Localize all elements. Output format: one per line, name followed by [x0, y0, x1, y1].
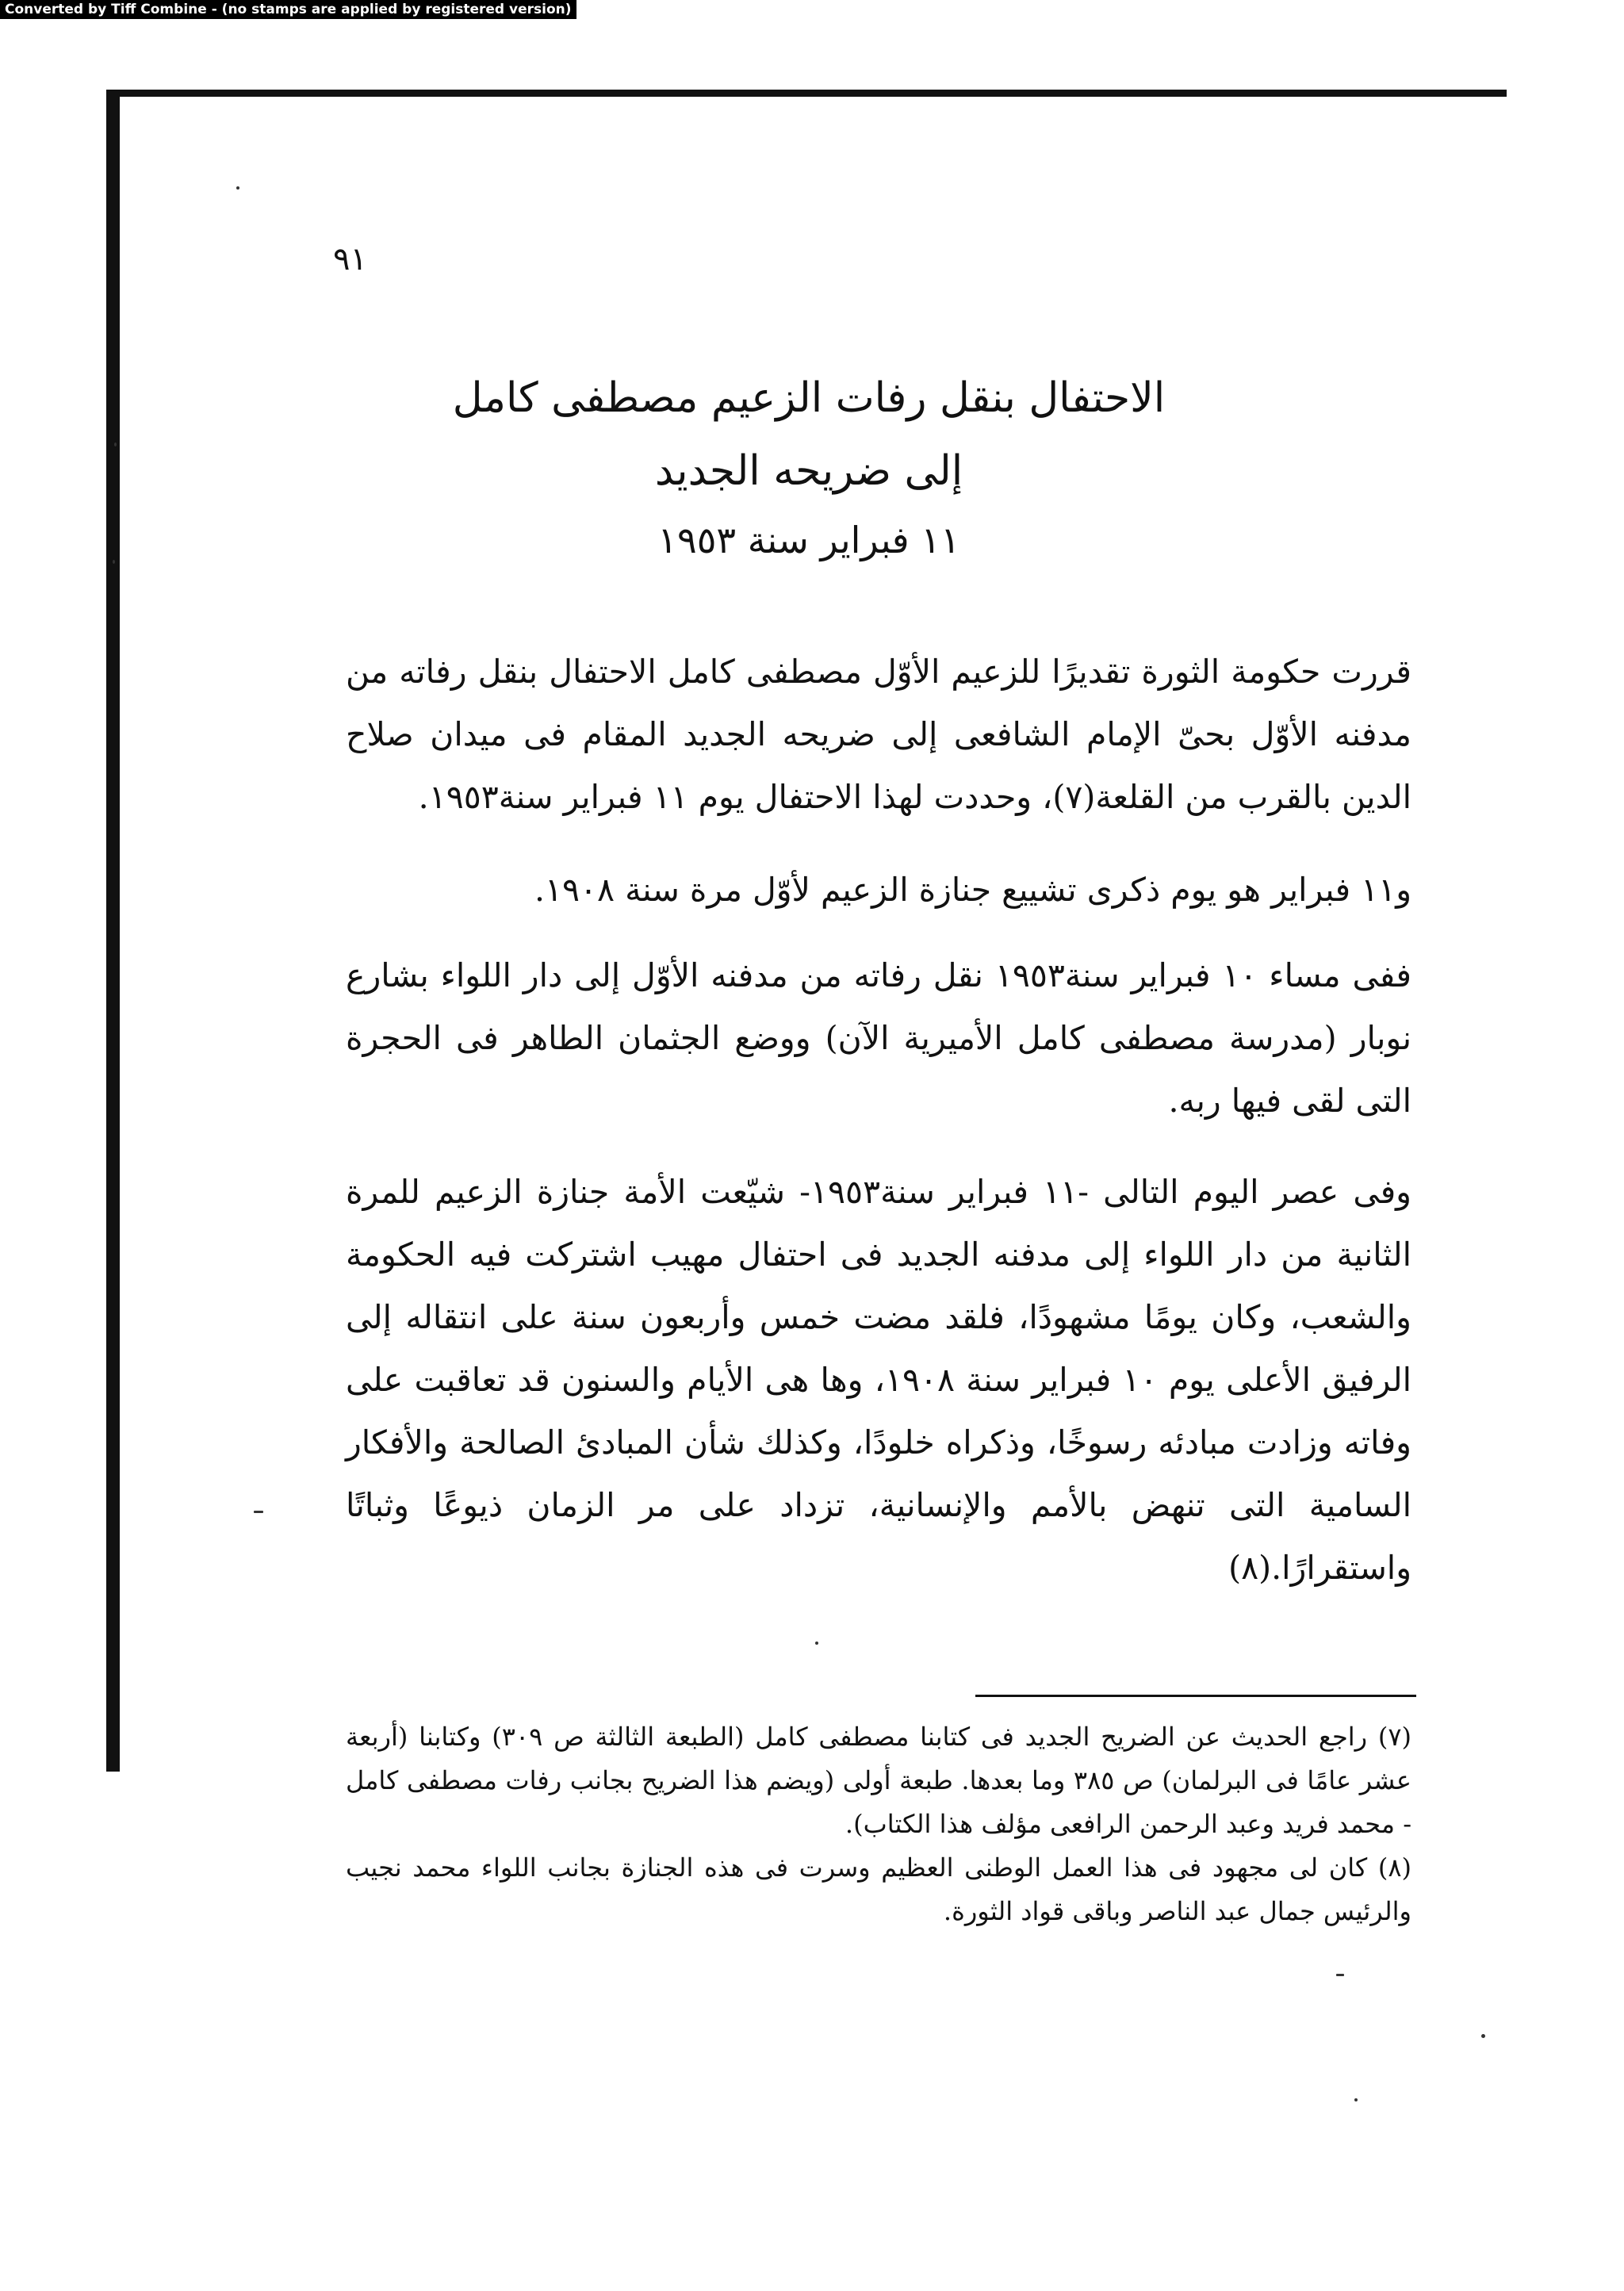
chapter-date: ١١ فبراير سنة ١٩٥٣ [657, 519, 960, 561]
footnotes [346, 1715, 1411, 1933]
chapter-subtitle: إلى ضريحه الجديد [654, 447, 963, 495]
converter-watermark: Converted by Tiff Combine - (no stamps are applied by registered version) [0, 0, 576, 19]
paragraph-4: وفى عصر اليوم التالى -١١ فبراير سنة١٩٥٣- شيّعت الأمة جنازة الزعيم للمرة الثانية من دار اللواء إلى مدفنه الجديد فى احتفال مهيب اشتركت فيه الحكومة والشعب، وكان يومًا مشهودًا، فلقد مضت خمس وأربعون سنة على انتقاله إلى الرفيق الأعلى يوم ١٠ فبراير سنة ١٩٠٨، وها هى الأيام والسنون قد تعاقبت على وفاته وزادت مبادئه رسوخًا، وذكراه خلودًا، وكذلك شأن المبادئ الصالحة والأفكار السامية التى تنهض بالأمم والإنسانية، تزداد على مر الزمان ذيوعًا وثباتًا واستقرارًا.(٨) [346, 1173, 1411, 1587]
scan-speck [114, 442, 117, 446]
scan-speck [1354, 2098, 1358, 2101]
scan-speck [236, 186, 239, 190]
footnote-separator [975, 1695, 1416, 1697]
scan-speck [113, 560, 115, 564]
top-rule [108, 90, 1507, 97]
paragraph-3: ففى مساء ١٠ فبراير سنة١٩٥٣ نقل رفاته من مدفنه الأوّل إلى دار اللواء بشارع نوبار (مدرسة مصطفى كامل الأميرية الآن) ووضع الجثمان الطاهر فى الحجرة التى لقى فيها ربه. [346, 956, 1411, 1120]
chapter-title: الاحتفال بنقل رفات الزعيم مصطفى كامل [452, 374, 1166, 422]
paragraph-2: و١١ فبراير هو يوم ذكرى تشييع جنازة الزعيم لأوّل مرة سنة ١٩٠٨. [534, 871, 1411, 909]
footnote-7: (٧) راجع الحديث عن الضريح الجديد فى كتابنا مصطفى كامل (الطبعة الثالثة ص ٣٠٩) وكتابنا (أربعة عشر عامًا فى البرلمان) ص ٣٨٥ وما بعدها. طبعة أولى (ويضم هذا الضريح بجانب رفات مصطفى كامل - محمد فريد وعبد الرحمن الرافعى مؤلف هذا الكتاب). [346, 1722, 1412, 1839]
page-number: ٩١ [333, 241, 367, 278]
footnote-8: (٨) كان لى مجهود فى هذا العمل الوطنى العظيم وسرت فى هذه الجنازة بجانب اللواء محمد نجيب والرئيس جمال عبد الناصر وباقى قواد الثورة. [346, 1852, 1411, 1926]
scan-speck [1336, 1974, 1344, 1976]
left-margin-bar [106, 90, 120, 1772]
scan-speck [254, 1511, 263, 1513]
scan-speck [815, 1642, 818, 1645]
paragraph-1: قررت حكومة الثورة تقديرًا للزعيم الأوّل مصطفى كامل الاحتفال بنقل رفاته من مدفنه الأوّل بحىّ الإمام الشافعى إلى ضريحه الجديد المقام فى ميدان صلاح الدين بالقرب من القلعة(٧)، وحددت لهذا الاحتفال يوم ١١ فبراير سنة١٩٥٣. [346, 653, 1411, 816]
scan-speck [1481, 2034, 1485, 2038]
